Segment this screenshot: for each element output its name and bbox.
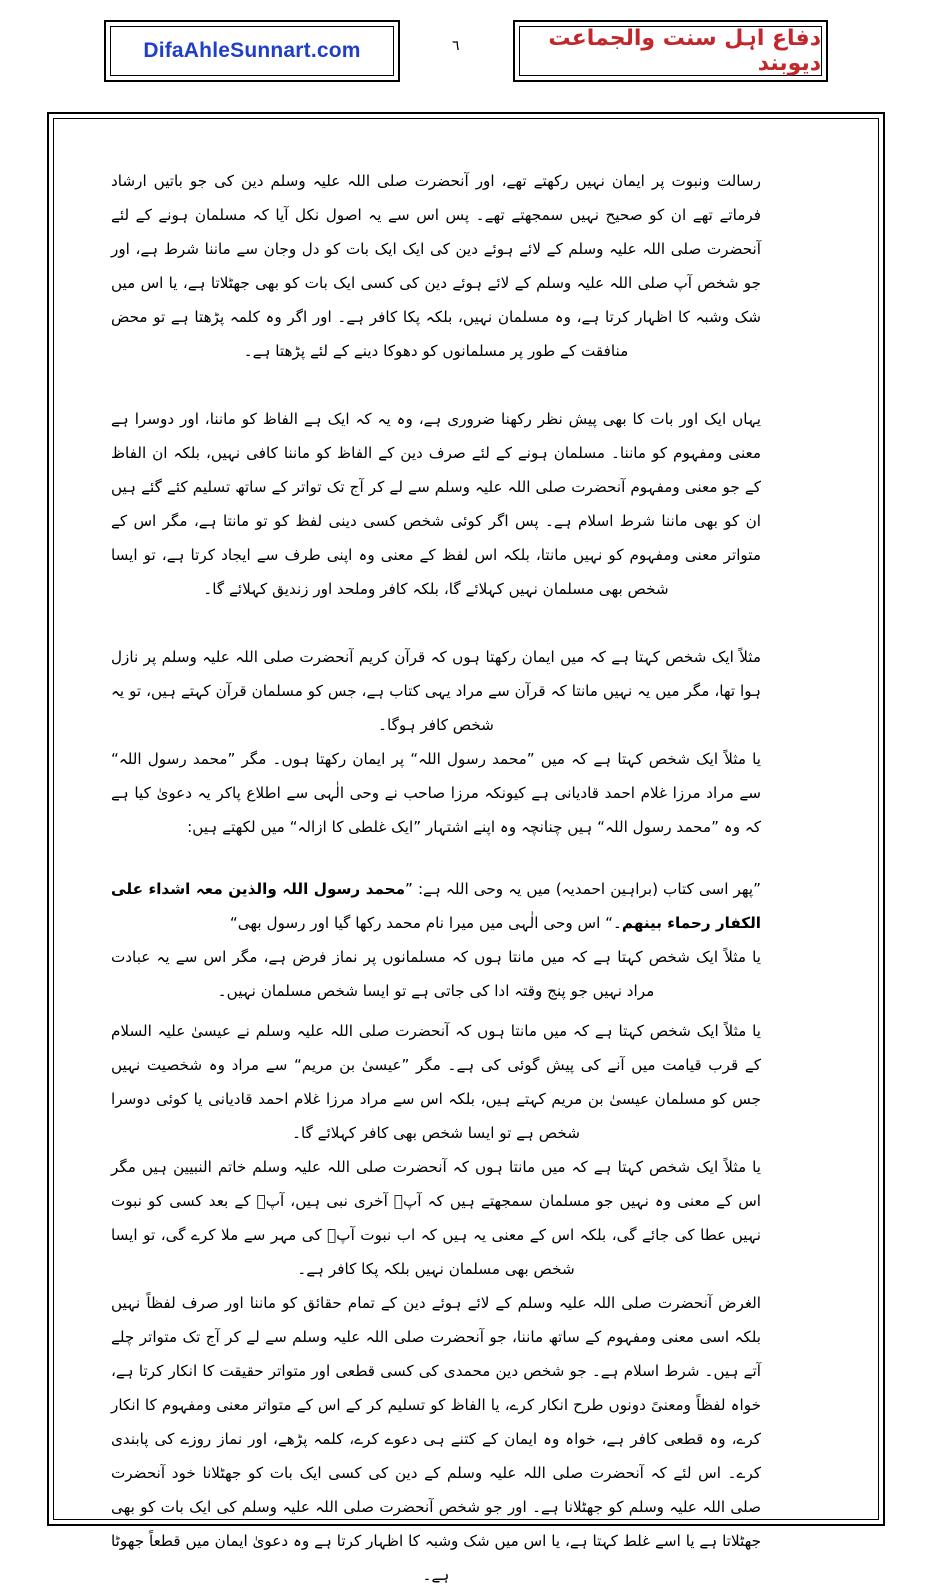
paragraph-8: الغرض آنحضرت صلی اللہ علیہ وسلم کے لائے ہوئے دین کے تمام حقائق کو ماننا اور صرف لفظاً نہیں بلکہ اسی معنی ومفہوم کے ساتھ ماننا، جو آنحضرت صلی اللہ علیہ وسلم سے لے کر آج تک متواتر چلے آتے ہیں۔ شرط اسلام ہے۔ جو شخص دین محمدی کی کسی قطعی اور متواتر حقیقت کا انکار کرتا ہے، خواہ لفظاً ومعنیً دونوں طرح انکار کرے، یا الفاظ کو تسلیم کر کے اس کے متواتر معنی ومفہوم کا انکار کرے، وہ قطعی کافر ہے، خواہ وہ ایمان کے کتنے ہی دعوے کرے، کلمہ پڑھے، اور نماز روزے کی پابندی کرے۔ اس لئے کہ آنحضرت صلی اللہ علیہ وسلم کے دین کی کسی ایک بات کو جھٹلانا خود آنحضرت صلی اللہ علیہ وسلم کو جھٹلانا ہے۔ اور جو شخص آنحضرت صلی اللہ علیہ وسلم کی ایک بات کو بھی جھٹلاتا ہے یا اسے غلط کہتا ہے، یا اس میں شک وشبہ کا اظہار کرتا ہے وہ دعویٰ ایمان میں قطعاً جھوٹا ہے۔ xyxy=(111,1294,761,1584)
paragraph-1: رسالت ونبوت پر ایمان نہیں رکھتے تھے، اور آنحضرت صلی اللہ علیہ وسلم دین کی جو باتیں ارشاد فرماتے تھے ان کو صحیح نہیں سمجھتے تھے۔ پس اس سے یہ اصول نکل آیا کہ مسلمان ہونے کے لئے آنحضرت صلی اللہ علیہ وسلم کے لائے ہوئے دین کی ایک ایک بات کو دل وجان سے ماننا شرط ہے، اور جو شخص آپ صلی اللہ علیہ وسلم کے لائے ہوئے دین کی کسی ایک بات کو بھی جھٹلاتا ہے، یا اس میں شک وشبہ کا اظہار کرتا ہے، وہ مسلمان نہیں، بلکہ پکا کافر ہے۔ اور اگر وہ کلمہ پڑھتا ہے تو محض منافقت کے طور پر مسلمانوں کو دھوکا دینے کے لئے پڑھتا ہے۔ xyxy=(111,172,761,360)
paragraph-6: یا مثلاً ایک شخص کہتا ہے کہ میں مانتا ہوں کہ آنحضرت صلی اللہ علیہ وسلم نے عیسیٰ علیہ السلام کے قرب قیامت میں آنے کی پیش گوئی کی ہے۔ مگر ”عیسیٰ بن مریم“ سے مراد وہ شخصیت نہیں جس کو مسلمان عیسیٰ بن مریم کہتے ہیں، بلکہ اس سے مراد مرزا غلام احمد قادیانی یا کوئی دوسرا شخص ہے تو ایسا شخص بھی کافر کہلائے گا۔ xyxy=(111,1022,761,1142)
page-number: ٦ xyxy=(452,38,460,54)
page-content xyxy=(111,164,761,1592)
paragraph-2: یہاں ایک اور بات کا بھی پیش نظر رکھنا ضروری ہے، وہ یہ کہ ایک ہے الفاظ کو ماننا، اور دوسرا ہے معنی ومفہوم کو ماننا۔ مسلمان ہونے کے لئے صرف دین کے الفاظ کو ماننا کافی نہیں، بلکہ ان الفاظ کے جو معنی ومفہوم آنحضرت صلی اللہ علیہ وسلم سے لے کر آج تک تواتر کے ساتھ تسلیم کئے گئے ہیں ان کو بھی ماننا شرط اسلام ہے۔ پس اگر کوئی شخص کسی دینی لفظ کو تو مانتا ہے، مگر اس کے متواتر معنی ومفہوم کو نہیں مانتا، بلکہ اس لفظ کے معنی وہ اپنی طرف سے ایجاد کرتا ہے، تو ایسا شخص بھی مسلمان نہیں کہلائے گا، بلکہ کافر وملحد اور زندیق کہلائے گا۔ xyxy=(111,410,761,598)
paragraph-7: یا مثلاً ایک شخص کہتا ہے کہ میں مانتا ہوں کہ آنحضرت صلی اللہ علیہ وسلم خاتم النبیین ہیں مگر اس کے معنی وہ نہیں جو مسلمان سمجھتے ہیں کہ آپؐ آخری نبی ہیں، آپؐ کے بعد کسی کو نبوت نہیں عطا کی جائے گی، بلکہ اس کے معنی یہ ہیں کہ اب نبوت آپؐ کی مہر سے ملا کرے گی، تو ایسا شخص بھی مسلمان نہیں بلکہ پکا کافر ہے۔ xyxy=(111,1158,761,1278)
paragraph-4: یا مثلاً ایک شخص کہتا ہے کہ میں ”محمد رسول اللہ“ پر ایمان رکھتا ہوں۔ مگر ”محمد رسول اللہ“ سے مراد مرزا غلام احمد قادیانی ہے کیونکہ مرزا صاحب نے وحی الٰہی سے اطلاع پاکر یہ دعویٰ کیا ہے کہ وہ ”محمد رسول اللہ“ ہیں چنانچہ وہ اپنے اشتہار ”ایک غلطی کا ازالہ“ میں لکھتے ہیں: xyxy=(111,750,761,836)
paragraph-5: یا مثلاً ایک شخص کہتا ہے کہ میں مانتا ہوں کہ مسلمانوں پر نماز فرض ہے، مگر اس سے یہ عبادت مراد نہیں جو پنج وقتہ ادا کی جاتی ہے تو ایسا شخص مسلمان نہیں۔ xyxy=(111,948,761,1000)
quote-outro: ۔“ اس وحی الٰہی میں میرا نام محمد رکھا گیا اور رسول بھی“ xyxy=(229,914,622,932)
quote-arabic: محمد رسول اللہ والذین معہ اشداء علی الکفار رحماء بینھم xyxy=(111,880,761,932)
paragraph-3: مثلاً ایک شخص کہتا ہے کہ میں ایمان رکھتا ہوں کہ قرآن کریم آنحضرت صلی اللہ علیہ وسلم پر نازل ہوا تھا، مگر میں یہ نہیں مانتا کہ قرآن سے مراد یہی کتاب ہے، جس کو مسلمان قرآن کہتے ہیں، تو یہ شخص کافر ہوگا۔ xyxy=(111,648,761,734)
site-url-box xyxy=(104,20,400,82)
quote-paragraph xyxy=(111,872,761,940)
book-title: دفاع اہل سنت والجماعت دیوبند xyxy=(519,26,822,76)
site-url: DifaAhleSunnart.com xyxy=(110,26,394,76)
page-frame xyxy=(47,112,885,1584)
quote-intro: ”پھر اسی کتاب (براہین احمدیہ) میں یہ وحی اللہ ہے: ” xyxy=(405,880,761,898)
book-title-box xyxy=(513,20,828,82)
